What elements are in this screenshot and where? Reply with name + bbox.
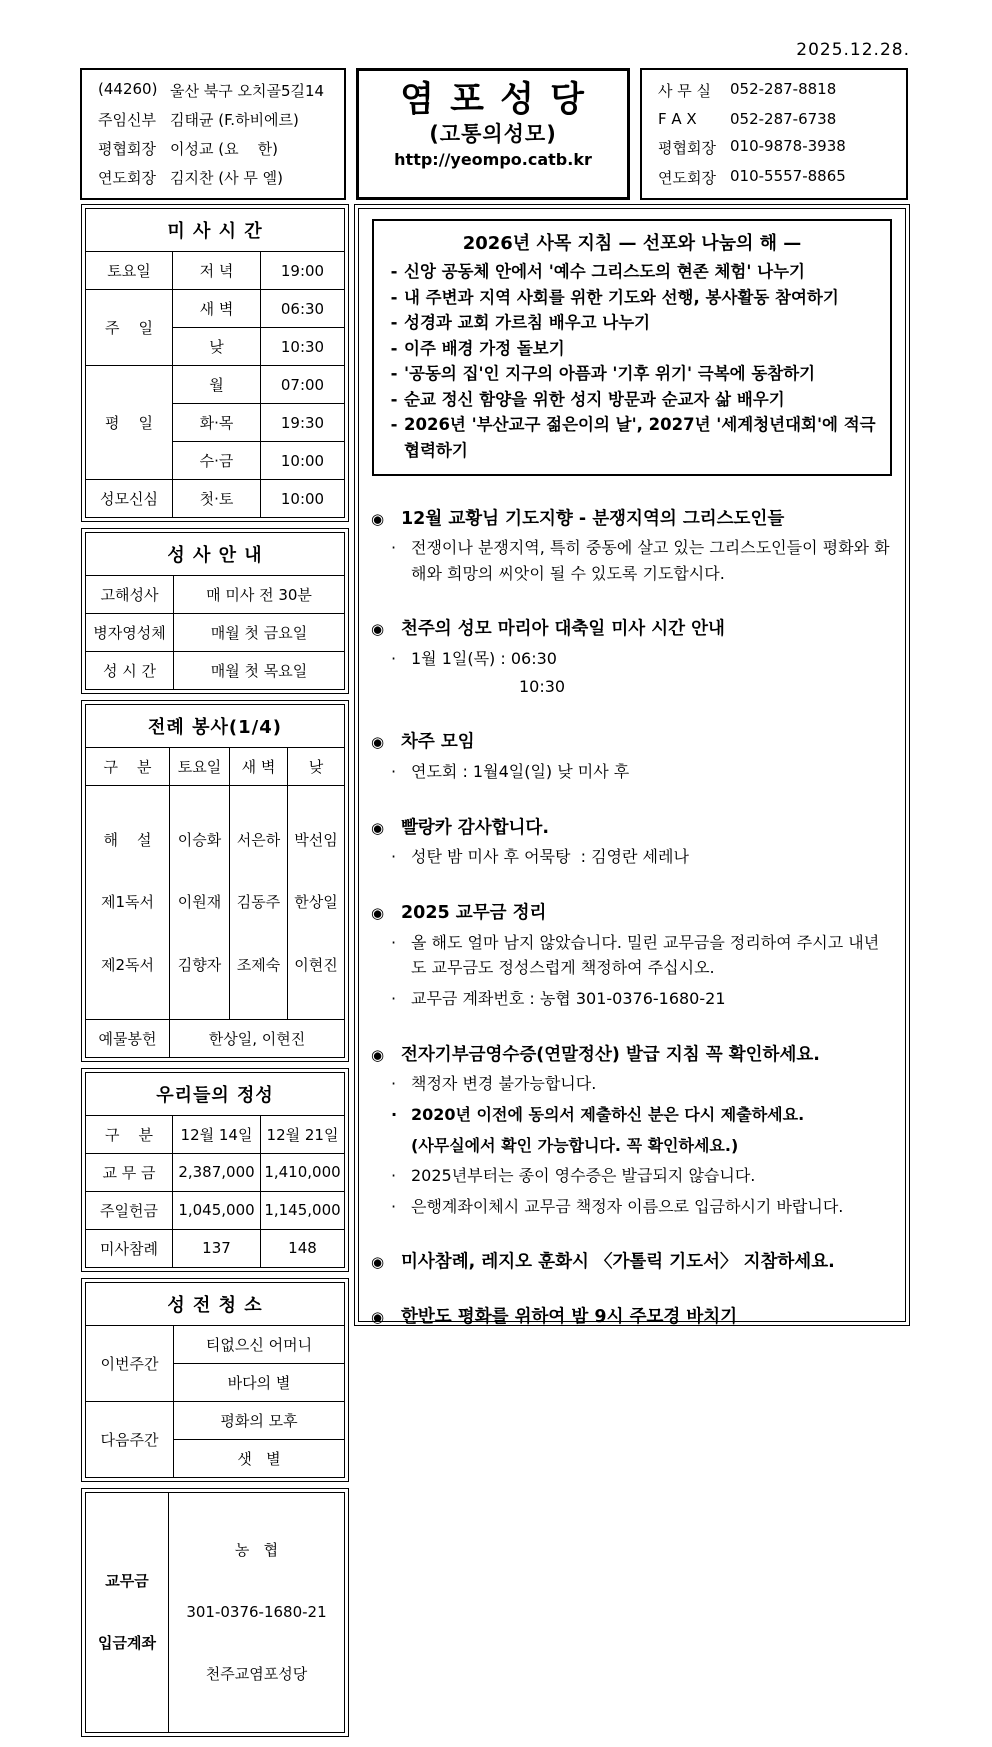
liturgy-col-header: 새 벽: [230, 748, 288, 786]
announcement-line: 1월 1일(목) : 06:30: [411, 649, 557, 669]
sacrament-value: 매월 첫 금요일: [174, 614, 345, 652]
dot-bullet-icon: ·: [391, 1104, 398, 1124]
announcement-line: 교무금 계좌번호 : 농협 301-0376-1680-21: [411, 989, 726, 1008]
cleaning-team: 평화의 모후: [174, 1401, 345, 1439]
liturgy-col-header: 낮: [288, 748, 345, 786]
dash-bullet: -: [390, 338, 398, 358]
liturgy-roles-cell: 해 설 제1독서 제2독서: [86, 786, 170, 1020]
council-phone-line: 평협회장 010-9878-3938: [658, 136, 846, 157]
pastoral-item: - 성경과 교회 가르침 배우고 나누기: [384, 310, 880, 336]
dash-bullet: -: [390, 287, 398, 307]
donation-row-label: 교 무 금: [86, 1153, 173, 1191]
cleaning-period: 이번주간: [86, 1325, 174, 1401]
office-phone-line: 사 무 실 052-287-8818: [658, 80, 837, 101]
liturgy-col-header: 구 분: [86, 748, 170, 786]
pastor-line: 주임신부 김태균 (F.하비에르): [98, 111, 299, 129]
pastoral-item: - 신앙 공동체 안에서 '예수 그리스도의 현존 체험' 나누기: [384, 259, 880, 285]
donations-table: [85, 1072, 345, 1268]
yeondo-phone-line: 연도회장 010-5557-8865: [658, 166, 846, 187]
announcement-line: 연도회 : 1월4일(일) 낮 미사 후: [411, 762, 630, 782]
donation-amount: 1,410,000: [261, 1153, 345, 1191]
fisheye-bullet-icon: ◉: [371, 1308, 385, 1327]
announcement-2025-church-dues: [371, 902, 893, 1012]
cleaning-title: 성 전 청 소: [86, 1282, 345, 1325]
liturgy-noon-cell: 박선임 한상일 이현진: [288, 786, 345, 1020]
mass-when-cell: 월: [173, 366, 261, 404]
dash-bullet: -: [390, 415, 398, 435]
dot-bullet-icon: ·: [391, 762, 397, 782]
account-details: [169, 1492, 345, 1732]
announcement-pope-intention: [371, 508, 893, 587]
sacrament-value: 매월 첫 목요일: [174, 652, 345, 690]
dot-bullet-icon: ·: [391, 649, 397, 669]
postal-code: (44260): [98, 80, 158, 98]
sacrament-label: 병자영성체: [86, 614, 174, 652]
dot-bullet-icon: ·: [391, 847, 397, 867]
fisheye-bullet-icon: ◉: [371, 733, 385, 752]
sacrament-label: 성 시 간: [86, 652, 174, 690]
parish-name: 염 포 성 당: [400, 80, 586, 120]
donations-col-header: 12월 21일: [261, 1115, 345, 1153]
announcement-heading: 차주 모임: [401, 732, 475, 753]
pastoral-title: 2026년 사목 지침 — 선포와 나눔의 해 —: [462, 233, 802, 254]
announcement-line: 전쟁이나 분쟁지역, 특히 중동에 살고 있는 그리스도인들이 평화와 화해와 희망의 씨앗이 될 수 있도록 기도합시다.: [411, 538, 890, 583]
donation-row-label: 주일헌금: [86, 1191, 173, 1229]
fax-line: F A X 052-287-6738: [658, 110, 837, 129]
mass-when-cell: 저 녁: [173, 252, 261, 290]
pastoral-item: - 2026년 '부산교구 젊은이의 날', 2027년 '세계청년대회'에 적극 협력하기: [384, 412, 880, 463]
pastoral-guideline-box: [372, 219, 892, 476]
mass-day-cell: 평 일: [86, 366, 173, 480]
announcement-heading: 빨랑카 감사합니다.: [401, 817, 549, 838]
announcement-line: 10:30: [519, 676, 566, 696]
announcement-peace-prayer: [371, 1306, 893, 1329]
cleaning-table: [85, 1282, 345, 1478]
header-contact-box: [640, 68, 908, 200]
account-holder: 천주교염포성당: [205, 1665, 308, 1684]
sacraments-table: [85, 532, 345, 690]
donation-amount: 1,045,000: [173, 1191, 261, 1229]
pastoral-item: - 이주 배경 가정 돌보기: [384, 336, 880, 362]
sacrament-value: 매 미사 전 30분: [174, 576, 345, 614]
cleaning-team: 샛 별: [174, 1439, 345, 1477]
account-label: 교무금 입금계좌: [86, 1492, 169, 1732]
announcement-new-year-mass: [371, 618, 893, 699]
mass-when-cell: 낮: [173, 328, 261, 366]
announcement-heading: 전자기부금영수증(연말정산) 발급 지침 꼭 확인하세요.: [401, 1044, 820, 1065]
pastoral-item: - 순교 정신 함양을 위한 성지 방문과 순교자 삶 배우기: [384, 387, 880, 413]
announcement-prayer-book: [371, 1251, 893, 1274]
street-address: 울산 북구 오치골5길14: [170, 82, 325, 100]
announcement-heading: 12월 교황님 기도지향 - 분쟁지역의 그리스도인들: [401, 508, 785, 529]
dash-bullet: -: [390, 313, 398, 333]
offering-label: 예물봉헌: [86, 1019, 170, 1057]
account-number: 301-0376-1680-21: [186, 1603, 327, 1621]
pastoral-item: - 내 주변과 지역 사회를 위한 기도와 선행, 봉사활동 참여하기: [384, 285, 880, 311]
donations-title: 우리들의 정성: [86, 1072, 345, 1115]
issue-date: 2025.12.28.: [796, 40, 910, 60]
donation-row-label: 미사참례: [86, 1229, 173, 1267]
fisheye-bullet-icon: ◉: [371, 1045, 385, 1064]
announcement-line: 책정자 변경 불가능합니다.: [411, 1074, 597, 1094]
dash-bullet: -: [390, 364, 398, 384]
sacrament-label: 고해성사: [86, 576, 174, 614]
parish-subtitle: (고통의성모): [429, 122, 557, 146]
announcement-next-week-meeting: [371, 731, 893, 784]
mass-time-cell: 10:00: [261, 480, 345, 518]
parish-url: http://yeompo.catb.kr: [394, 150, 592, 170]
mass-time-cell: 07:00: [261, 366, 345, 404]
bank-name: 농 협: [234, 1540, 279, 1559]
mass-when-cell: 첫·토: [173, 480, 261, 518]
mass-time-cell: 19:00: [261, 252, 345, 290]
announcement-heading: 미사참례, 레지오 훈화시 〈가톨릭 기도서〉 지참하세요.: [401, 1252, 835, 1273]
header-address-box: [80, 68, 346, 200]
mass-day-cell: 토요일: [86, 252, 173, 290]
liturgy-dawn-cell: 서은하 김동주 조제숙: [230, 786, 288, 1020]
pastoral-item: - '공동의 집'인 지구의 아픔과 '기후 위기' 극복에 동참하기: [384, 361, 880, 387]
mass-times-title: 미 사 시 간: [86, 209, 345, 252]
account-table: [85, 1492, 345, 1733]
liturgy-title: 전례 봉사(1/4): [86, 705, 345, 748]
fisheye-bullet-icon: ◉: [371, 904, 385, 923]
mass-time-cell: 10:30: [261, 328, 345, 366]
announcement-line: (사무실에서 확인 가능합니다. 꼭 확인하세요.): [411, 1135, 739, 1155]
announcement-palanca-thanks: [371, 817, 893, 870]
donation-amount: 2,387,000: [173, 1153, 261, 1191]
fisheye-bullet-icon: ◉: [371, 620, 385, 639]
attendance-count: 148: [261, 1229, 345, 1267]
fisheye-bullet-icon: ◉: [371, 1253, 385, 1272]
dash-bullet: -: [390, 389, 398, 409]
liturgy-roster-table: [85, 704, 345, 1058]
council-president-line: 평협회장 이성교 (요 한): [98, 140, 278, 158]
mass-when-cell: 새 벽: [173, 290, 261, 328]
dash-bullet: -: [390, 262, 398, 281]
liturgy-col-header: 토요일: [170, 748, 230, 786]
dot-bullet-icon: ·: [391, 1196, 397, 1216]
announcement-line: 2020년 이전에 동의서 제출하신 분은 다시 제출하세요.: [411, 1104, 805, 1124]
mass-time-cell: 19:30: [261, 404, 345, 442]
fisheye-bullet-icon: ◉: [371, 818, 385, 837]
right-column: [358, 208, 906, 1328]
mass-times-table: [85, 208, 345, 518]
dot-bullet-icon: ·: [391, 1074, 397, 1094]
announcement-line: 은행계좌이체시 교무금 책정자 이름으로 입금하시기 바랍니다.: [411, 1196, 844, 1216]
cleaning-period: 다음주간: [86, 1401, 174, 1477]
left-column: [85, 208, 345, 1747]
announcement-donation-receipt: [371, 1044, 893, 1220]
attendance-count: 137: [173, 1229, 261, 1267]
mass-time-cell: 06:30: [261, 290, 345, 328]
offering-value: 한상일, 이현진: [170, 1019, 345, 1057]
announcement-line: 2025년부터는 종이 영수증은 발급되지 않습니다.: [411, 1166, 756, 1186]
sacraments-title: 성 사 안 내: [86, 533, 345, 576]
dot-bullet-icon: ·: [391, 1166, 397, 1186]
donation-amount: 1,145,000: [261, 1191, 345, 1229]
announcement-heading: 2025 교무금 정리: [401, 903, 547, 924]
announcement-heading: 한반도 평화를 위하여 밤 9시 주모경 바치기: [401, 1307, 738, 1328]
donations-col-header: 12월 14일: [173, 1115, 261, 1153]
dot-bullet-icon: ·: [391, 989, 397, 1008]
address-line: [98, 80, 338, 101]
announcement-heading: 천주의 성모 마리아 대축일 미사 시간 안내: [401, 619, 725, 640]
dot-bullet-icon: ·: [391, 932, 397, 952]
cleaning-team: 티없으신 어머니: [174, 1325, 345, 1363]
mass-day-cell: 성모신심: [86, 480, 173, 518]
yeondo-president-line: 연도회장 김지찬 (사 무 엘): [98, 169, 283, 187]
dot-bullet-icon: ·: [391, 538, 397, 558]
cleaning-team: 바다의 별: [174, 1363, 345, 1401]
mass-time-cell: 10:00: [261, 442, 345, 480]
mass-day-cell: 주 일: [86, 290, 173, 366]
parish-title-box: [356, 68, 630, 200]
mass-when-cell: 수·금: [173, 442, 261, 480]
fisheye-bullet-icon: ◉: [371, 509, 385, 528]
announcement-line: 올 해도 얼마 남지 않았습니다. 밀린 교무금을 정리하여 주시고 내년도 교무금도 정성스럽게 책정하여 주십시오.: [411, 932, 880, 978]
donations-col-header: 구 분: [86, 1115, 173, 1153]
announcement-line: 성탄 밤 미사 후 어묵탕 : 김영란 세레나: [411, 847, 689, 867]
mass-when-cell: 화·목: [173, 404, 261, 442]
liturgy-saturday-cell: 이승화 이원재 김향자: [170, 786, 230, 1020]
